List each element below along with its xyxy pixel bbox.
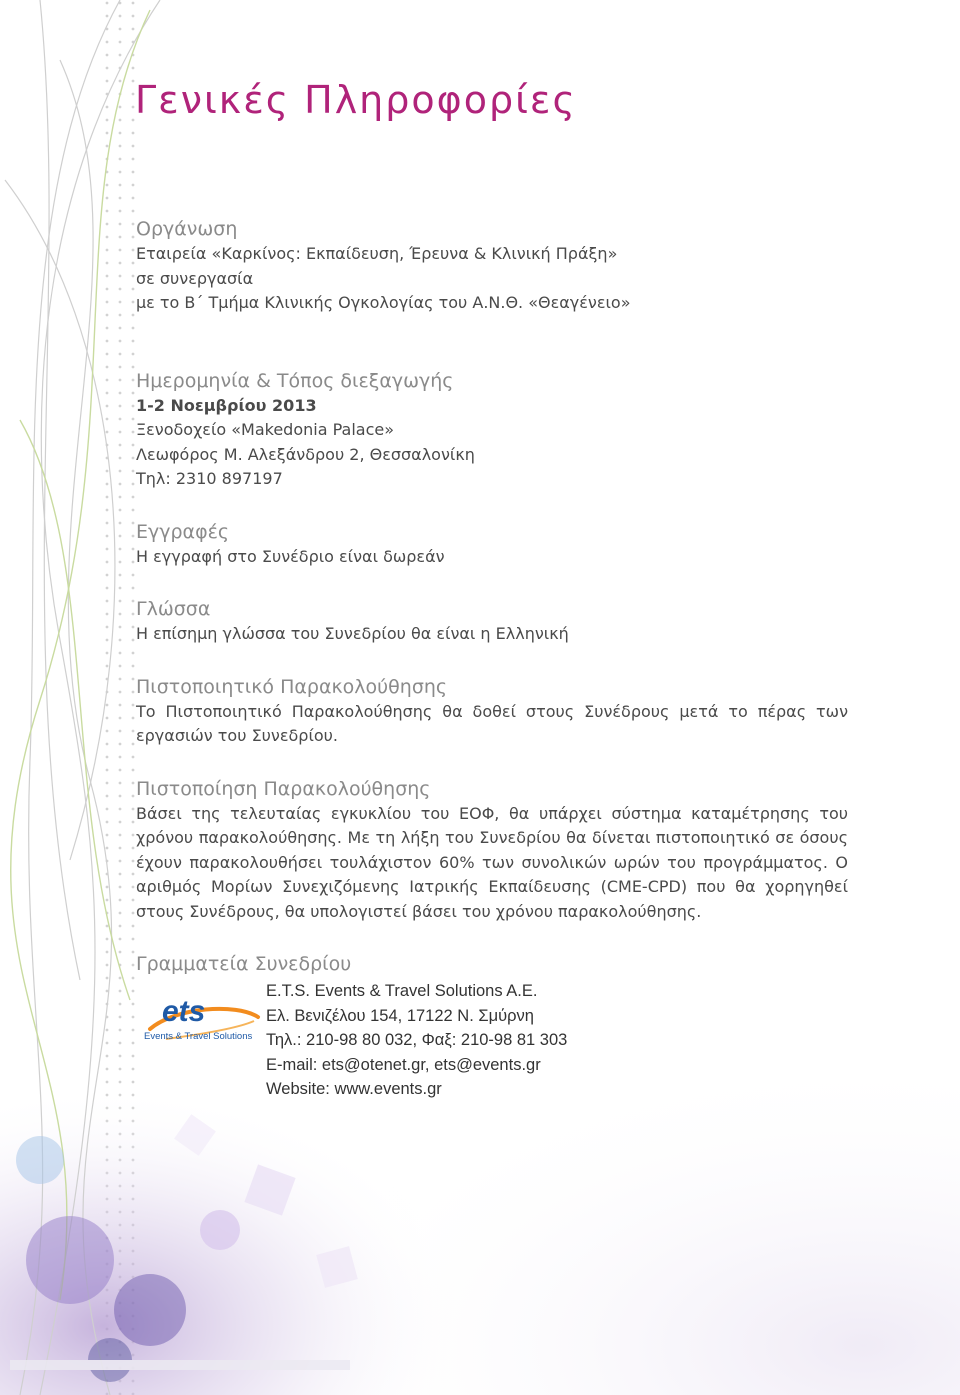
- event-address: Λεωφόρος Μ. Αλεξάνδρου 2, Θεσσαλονίκη: [136, 444, 475, 464]
- certificate-section: [136, 674, 848, 749]
- secretariat-phones: Τηλ.: 210-98 80 032, Φαξ: 210-98 81 303: [266, 1031, 568, 1049]
- event-phone: Τηλ: 2310 897197: [136, 469, 283, 488]
- secretariat-company: E.T.S. Events & Travel Solutions A.E.: [266, 982, 538, 1000]
- certificate-heading: Πιστοποιητικό Παρακολούθησης: [136, 675, 448, 698]
- ets-logo-subtitle: Events & Travel Solutions: [144, 1031, 253, 1042]
- secretariat-section: [136, 951, 848, 1102]
- event-date: 1-2 Νοεμβρίου 2013: [136, 395, 317, 415]
- ets-logo: [136, 977, 266, 1057]
- secretariat-email: E-mail: ets@otenet.gr, ets@events.gr: [266, 1055, 541, 1074]
- organization-line-3: με το Β΄ Τμήμα Κλινικής Ογκολογίας του Α.Ν.Θ. «Θεαγένειο»: [136, 293, 631, 312]
- organization-line-2: σε συνεργασία: [136, 268, 254, 288]
- secretariat-heading: Γραμματεία Συνεδρίου: [136, 953, 352, 975]
- registrations-section: [136, 519, 848, 570]
- event-hotel: Ξενοδοχείο «Makedonia Palace»: [136, 420, 395, 439]
- date-place-heading: Ημερομηνία & Τόπος διεξαγωγής: [136, 369, 454, 392]
- date-place-section: [136, 368, 848, 492]
- certification-text: Βάσει της τελευταίας εγκυκλίου του ΕΟΦ, θα υπάρχει σύστημα καταμέτρησης του χρόνου παρακολούθησης. Με τη λήξη του Συνεδρίου θα δίνεται πιστοποιητικό σε όσους έχουν παρακολουθήσει τουλάχιστον 60% των συνολικών ωρών του προγράμματος. Ο αριθμός Μορίων Συνεχιζόμενης Ιατρικής Εκπαίδευσης (CME-CPD) που θα χορηγηθεί στους Συνέδρους, θα υπολογιστεί βάσει του χρόνου παρακολούθησης.: [136, 803, 848, 921]
- organization-heading: Οργάνωση: [136, 218, 238, 240]
- organization-line-1: Εταιρεία «Καρκίνος: Εκπαίδευση, Έρευνα & Κλινική Πράξη»: [136, 244, 618, 263]
- secretariat-address: Ελ. Βενιζέλου 154, 17122 Ν. Σμύρνη: [266, 1006, 534, 1025]
- language-text: Η επίσημη γλώσσα του Συνεδρίου θα είναι η Ελληνική: [136, 624, 569, 643]
- registrations-heading: Εγγραφές: [136, 520, 230, 543]
- certificate-text: Το Πιστοποιητικό Παρακολούθησης θα δοθεί στους Συνέδρους μετά το πέρας των εργασιών του Συνεδρίου.: [136, 701, 848, 745]
- secretariat-website: Website: www.events.gr: [266, 1080, 442, 1098]
- certification-section: [136, 776, 848, 925]
- organization-section: [136, 216, 848, 316]
- language-heading: Γλώσσα: [136, 598, 211, 620]
- ets-logo-word: ets: [162, 995, 206, 1028]
- page-title: Γενικές Πληροφορίες: [135, 78, 577, 122]
- info-content: [136, 216, 848, 1102]
- registrations-text: Η εγγραφή στο Συνέδριο είναι δωρεάν: [136, 546, 445, 566]
- language-section: [136, 596, 848, 647]
- certification-heading: Πιστοποίηση Παρακολούθησης: [136, 777, 431, 800]
